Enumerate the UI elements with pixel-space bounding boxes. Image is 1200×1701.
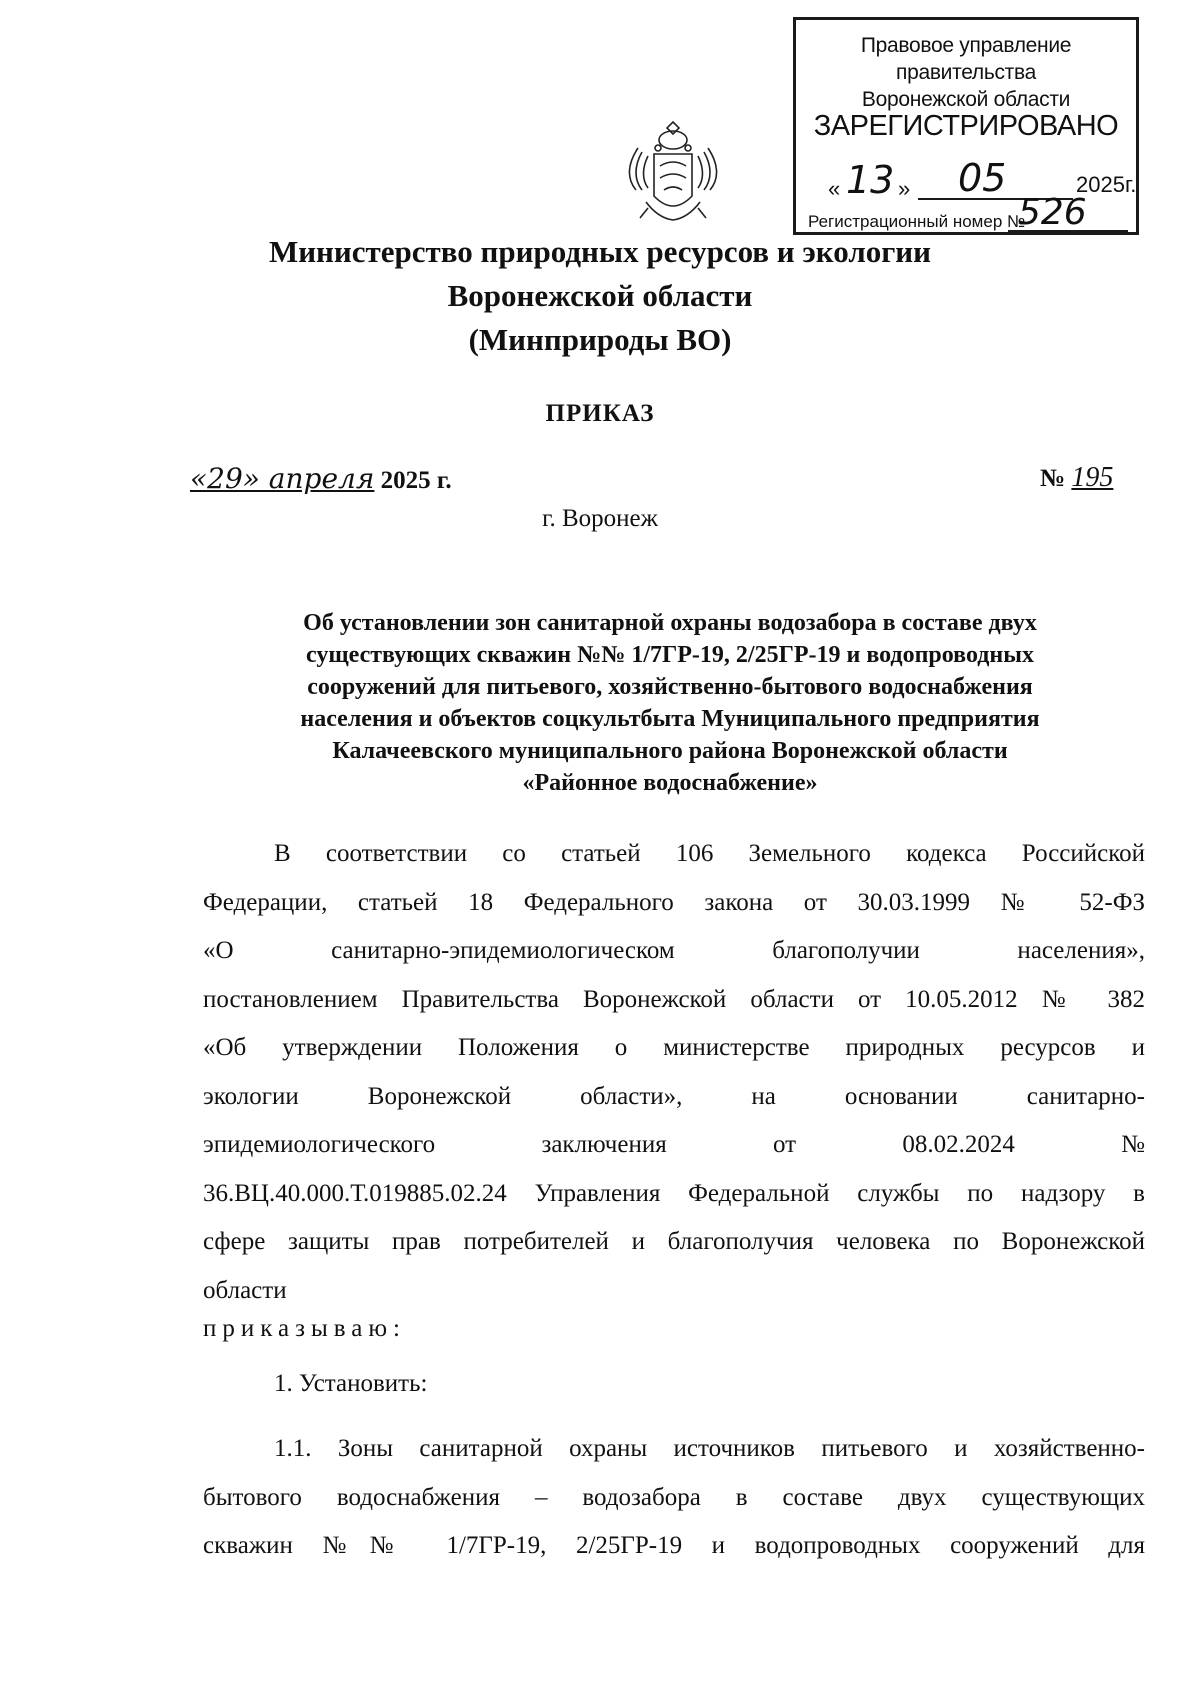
stamp-quote-close: » [898, 176, 911, 201]
body-line: экологии Воронежской области», на основании санитарно- [203, 1082, 1145, 1110]
stamp-reg-value: 526 [1018, 192, 1087, 233]
order-number [1040, 462, 1113, 494]
stamp-org-line1: Правовое управление правительства [860, 34, 1072, 84]
order-date-year: 2025 г. [380, 467, 452, 494]
body-line: постановлением Правительства Воронежской области от 10.05.2012 № 382 [203, 985, 1145, 1013]
item-1-1-paragraph [203, 1425, 1145, 1571]
ministry-line3: (Минприроды ВО) [468, 322, 732, 357]
preamble-paragraph [203, 830, 1145, 1315]
order-subject [190, 607, 1150, 799]
stamp-organization [796, 32, 1136, 113]
ministry-line1: Министерство природных ресурсов и экологии [268, 234, 932, 269]
order-number-label: № [1040, 465, 1066, 492]
ministry-line2: Воронежской области [447, 278, 753, 313]
body-line: скважин №№ 1/7ГР-19, 2/25ГР-19 и водопроводных сооружений для [203, 1532, 1145, 1559]
order-date [190, 462, 452, 495]
subject-line: «Районное водоснабжение» [522, 770, 818, 796]
body-line: 36.ВЦ.40.000.Т.019885.02.24 Управления Федеральной службы по надзору в [203, 1179, 1145, 1207]
subject-line: Об установлении зон санитарной охраны водозабора в составе двух [303, 610, 1037, 636]
body-line: бытового водоснабжения – водозабора в составе двух существующих [203, 1483, 1145, 1511]
body-line: В соответствии со статьей 106 Земельного кодекса Российской [274, 840, 1145, 867]
body-line: эпидемиологического заключения от 08.02.2024 № [203, 1131, 1145, 1158]
subject-line: сооружений для питьевого, хозяйственно-бытового водоснабжения [307, 674, 1033, 700]
registration-stamp [793, 17, 1139, 235]
stamp-quote-open: « [828, 176, 841, 201]
subject-line: существующих скважин №№ 1/7ГР-19, 2/25ГР-19 и водопроводных [306, 642, 1034, 668]
subject-line: населения и объектов соцкультбыта Муниципального предприятия [300, 706, 1040, 732]
stamp-month: 05 [958, 156, 1007, 200]
order-date-handwritten: «29» апреля [190, 462, 375, 495]
stamp-org-line2: Воронежской области [861, 88, 1071, 111]
body-line: 1.1. Зоны санитарной охраны источников питьевого и хозяйственно- [274, 1435, 1145, 1462]
stamp-day: 13 [846, 158, 895, 202]
order-verb: приказываю: [203, 1315, 406, 1342]
order-number-value: 195 [1071, 462, 1114, 493]
body-line: «О санитарно-эпидемиологическом благополучии населения», [203, 937, 1145, 964]
body-line: Федерации, статьей 18 Федерального закона от 30.03.1999 № 52-ФЗ [203, 888, 1145, 916]
stamp-reg-label: Регистрационный номер № [808, 212, 1026, 231]
document-type: ПРИКАЗ [545, 400, 655, 427]
body-line: сфере защиты прав потребителей и благополучия человека по Воронежской [203, 1228, 1145, 1255]
body-line: области [203, 1276, 287, 1304]
body-line: «Об утверждении Положения о министерстве природных ресурсов и [203, 1034, 1145, 1061]
stamp-reg-number [808, 192, 1087, 233]
coat-of-arms-icon [618, 118, 728, 228]
ministry-name [0, 230, 1200, 362]
city: г. Воронеж [542, 505, 658, 532]
subject-line: Калачеевского муниципального района Воронежской области [332, 738, 1008, 764]
item-1: 1. Установить: [274, 1370, 428, 1397]
stamp-year: 2025г. [1076, 172, 1137, 197]
stamp-registered: ЗАРЕГИСТРИРОВАНО [813, 110, 1119, 142]
